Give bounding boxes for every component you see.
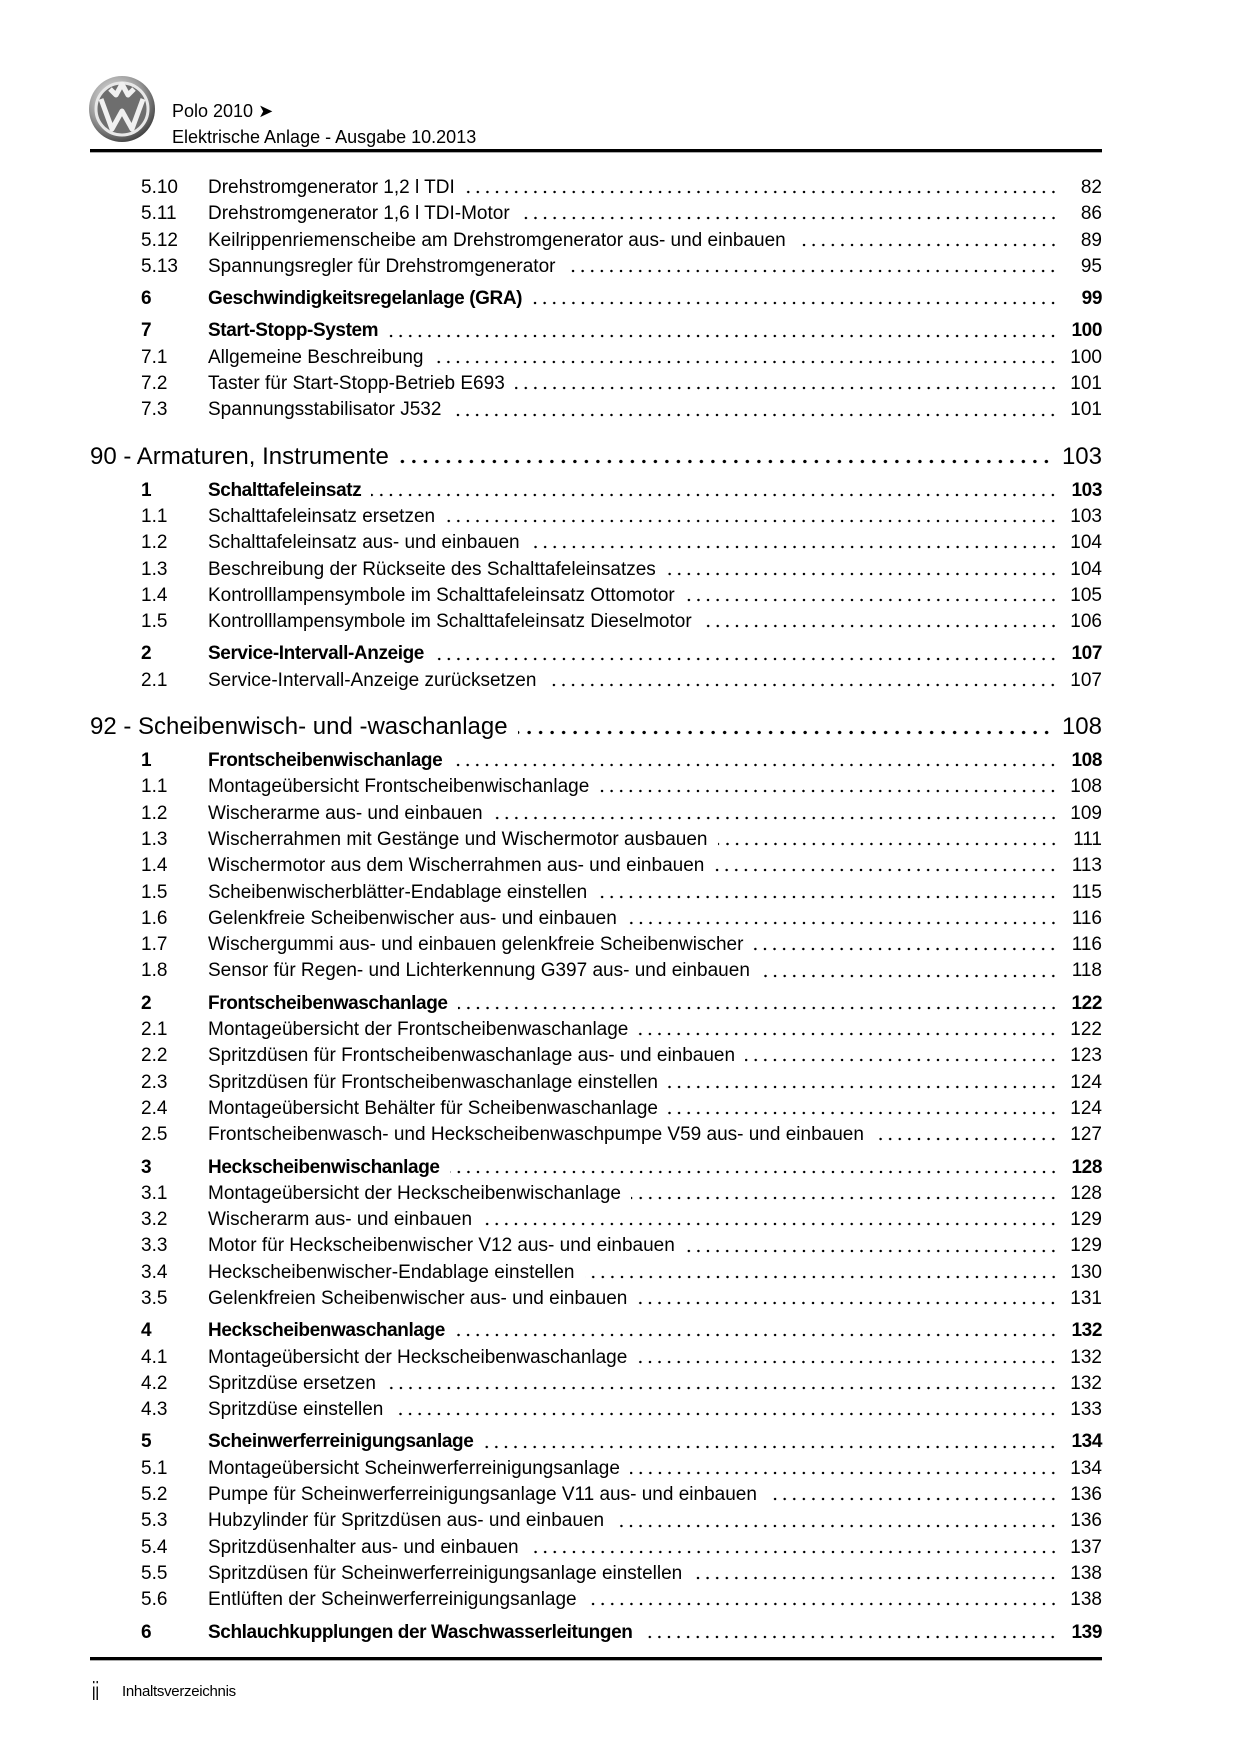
toc-entry-page: 100	[1071, 320, 1102, 342]
toc-entry-page: 111	[1073, 828, 1102, 850]
dot-leader	[642, 1635, 1058, 1639]
footer-label: Inhaltsverzeichnis	[122, 1683, 236, 1700]
footer-divider	[90, 1657, 1102, 1661]
toc-entry-page: 101	[1070, 399, 1102, 421]
toc-entry-number: 1.5	[141, 611, 168, 633]
toc-entry-number: 1.1	[141, 505, 168, 527]
toc-entry-title: Spannungsregler für Drehstromgenerator	[208, 255, 556, 277]
toc-entry-sub[interactable]	[90, 1508, 1102, 1534]
vw-logo-icon	[88, 75, 156, 143]
dot-leader	[399, 459, 1052, 464]
toc-entry-page: 131	[1070, 1287, 1102, 1309]
toc-entry-title: Frontscheibenwischanlage	[208, 750, 443, 772]
toc-entry-number: 5.13	[141, 255, 178, 277]
dot-leader	[638, 1032, 1058, 1036]
toc-entry-title: Motor für Heckscheibenwischer V12 aus- und einbauen	[208, 1235, 675, 1257]
toc-entry-section[interactable]	[90, 1155, 1102, 1181]
dot-leader	[718, 842, 1058, 846]
toc-entry-page: 123	[1070, 1045, 1102, 1067]
toc-entry-page: 136	[1070, 1510, 1102, 1532]
toc-entry-page: 89	[1080, 229, 1102, 251]
dot-leader	[745, 1058, 1058, 1062]
toc-entry-number: 5.2	[141, 1484, 168, 1506]
dot-leader	[637, 1301, 1058, 1305]
toc-entry-number: 7	[141, 320, 152, 342]
dot-leader	[874, 1137, 1058, 1141]
toc-entry-number: 5.4	[141, 1536, 168, 1558]
dot-leader	[465, 190, 1058, 194]
toc-entry-number: 1.4	[141, 584, 168, 606]
toc-entry-page: 116	[1071, 907, 1102, 929]
toc-entry-page: 107	[1070, 669, 1102, 691]
toc-entry-title: Spritzdüse einstellen	[208, 1399, 384, 1421]
toc-entry-number: 5.6	[141, 1589, 168, 1611]
toc-entry-number: 2.2	[141, 1045, 168, 1067]
toc-entry-sub[interactable]	[90, 958, 1102, 984]
toc-entry-page: 109	[1070, 802, 1102, 824]
toc-entry-sub[interactable]	[90, 1535, 1102, 1561]
toc-entry-sub[interactable]	[90, 530, 1102, 556]
toc-entry-section[interactable]	[90, 1429, 1102, 1455]
toc-entry-title: Frontscheibenwasch- und Heckscheibenwaschpumpe V59 aus- und einbauen	[208, 1124, 864, 1146]
toc-entry-number: 3.1	[141, 1182, 168, 1204]
toc-entry-title: Heckscheibenwaschanlage	[208, 1320, 445, 1342]
toc-entry-title: Keilrippenriemenscheibe am Drehstromgenerator aus- und einbauen	[208, 229, 786, 251]
dot-leader	[587, 1602, 1058, 1606]
toc-entry-sub[interactable]	[90, 175, 1102, 201]
dot-leader	[433, 360, 1058, 364]
toc-entry-title: Montageübersicht Frontscheibenwischanlage	[208, 776, 590, 798]
toc-entry-title: Kontrolllampensymbole im Schalttafeleinsatz Dieselmotor	[208, 611, 692, 633]
dot-leader	[518, 730, 1052, 735]
toc-entry-title: Scheibenwischerblätter-Endablage einstellen	[208, 881, 588, 903]
toc-entry-title: Spritzdüsen für Frontscheibenwaschanlage aus- und einbauen	[208, 1045, 736, 1067]
toc-entry-title: Beschreibung der Rückseite des Schalttafeleinsatzes	[208, 558, 656, 580]
toc-entry-number: 3.3	[141, 1235, 168, 1257]
dot-leader	[529, 1550, 1058, 1554]
dot-leader	[515, 386, 1058, 390]
toc-entry-sub[interactable]	[90, 254, 1102, 280]
toc-entry-page: 104	[1070, 558, 1102, 580]
toc-entry-number: 4.2	[141, 1372, 168, 1394]
toc-entry-title: Schalttafeleinsatz ersetzen	[208, 505, 436, 527]
toc-entry-number: 5.10	[141, 177, 178, 198]
toc-entry-page: 100	[1070, 346, 1102, 368]
toc-entry-title: Spritzdüsenhalter aus- und einbauen	[208, 1536, 519, 1558]
toc-entry-title: Geschwindigkeitsregelanlage (GRA)	[208, 288, 523, 310]
toc-entry-chapter[interactable]	[90, 712, 1102, 742]
toc-entry-page: 122	[1071, 992, 1102, 1014]
toc-entry-title: Spritzdüsen für Scheinwerferreinigungsanlage einstellen	[208, 1562, 683, 1584]
dot-leader	[393, 1412, 1058, 1416]
toc-entry-page: 128	[1071, 1156, 1102, 1178]
dot-leader	[692, 1576, 1058, 1580]
toc-entry-page: 132	[1070, 1372, 1102, 1394]
toc-entry-sub[interactable]	[90, 504, 1102, 530]
toc-entry-page: 107	[1071, 643, 1102, 665]
toc-entry-number: 5.1	[141, 1457, 168, 1479]
toc-entry-number: 3.5	[141, 1287, 168, 1309]
toc-entry-page: 124	[1070, 1097, 1102, 1119]
toc-entry-number: 1.3	[141, 828, 168, 850]
toc-entry-page: 108	[1071, 750, 1102, 772]
toc-entry-page: 132	[1071, 1320, 1102, 1342]
toc-entry-title: Montageübersicht der Heckscheibenwaschanlage	[208, 1346, 628, 1368]
dot-leader	[666, 572, 1058, 576]
toc-entry-title: Montageübersicht Scheinwerferreinigungsanlage	[208, 1457, 620, 1479]
toc-entry-title: Drehstromgenerator 1,6 l TDI-Motor	[208, 203, 510, 225]
toc-entry-number: 5.11	[141, 203, 177, 225]
toc-entry-number: 5.3	[141, 1510, 168, 1532]
toc-entry-title: 92 - Scheibenwisch- und -waschanlage	[90, 713, 508, 741]
toc-entry-title: Montageübersicht der Frontscheibenwaschanlage	[208, 1019, 629, 1041]
toc-entry-sub[interactable]	[90, 1482, 1102, 1508]
toc-entry-title: Gelenkfreie Scheibenwischer aus- und einbauen	[208, 907, 617, 929]
toc-entry-title: Gelenkfreien Scheibenwischer aus- und einbauen	[208, 1287, 628, 1309]
toc-entry-title: Schalttafeleinsatz	[208, 479, 362, 501]
toc-entry-section[interactable]	[90, 1620, 1102, 1646]
dot-leader	[753, 947, 1058, 951]
toc-entry-sub[interactable]	[90, 1122, 1102, 1148]
toc-entry-title: Wischergummi aus- und einbauen gelenkfreie Scheibenwischer	[208, 934, 744, 956]
dot-leader	[532, 301, 1058, 305]
toc-entry-section[interactable]	[90, 1318, 1102, 1344]
toc-entry-title: Hubzylinder für Spritzdüsen aus- und einbauen	[208, 1510, 605, 1532]
toc-entry-sub[interactable]	[90, 853, 1102, 879]
toc-entry-page: 138	[1070, 1589, 1102, 1611]
toc-entry-page: 133	[1070, 1399, 1102, 1421]
toc-entry-page: 138	[1070, 1562, 1102, 1584]
toc-entry-sub[interactable]	[90, 774, 1102, 800]
dot-leader	[530, 545, 1058, 549]
toc-entry-sub[interactable]	[90, 1233, 1102, 1259]
dot-leader	[702, 624, 1058, 628]
toc-entry-page: 129	[1070, 1209, 1102, 1231]
toc-entry-number: 1.5	[141, 881, 168, 903]
toc-entry-page: 95	[1080, 255, 1102, 277]
toc-entry-sub[interactable]	[90, 668, 1102, 694]
toc-entry-section[interactable]	[90, 286, 1102, 312]
toc-entry-sub[interactable]	[90, 1207, 1102, 1233]
toc-entry-sub[interactable]	[90, 1096, 1102, 1122]
toc-entry-page: 116	[1071, 934, 1102, 956]
toc-entry-page: 115	[1071, 881, 1102, 903]
toc-entry-sub[interactable]	[90, 1017, 1102, 1043]
dot-leader	[371, 493, 1058, 497]
dot-leader	[627, 921, 1058, 925]
toc-entry-sub[interactable]	[90, 1456, 1102, 1482]
toc-entry-page: 132	[1070, 1346, 1102, 1368]
toc-entry-sub[interactable]	[90, 583, 1102, 609]
dot-leader	[767, 1497, 1058, 1501]
toc-entry-number: 5.12	[141, 229, 178, 251]
dot-leader	[714, 868, 1058, 872]
toc-entry-page: 103	[1061, 442, 1102, 470]
toc-entry-title: Wischerarme aus- und einbauen	[208, 802, 483, 824]
toc-entry-title: Spritzdüsen für Frontscheibenwaschanlage einstellen	[208, 1071, 658, 1093]
toc-entry-number: 3.4	[141, 1261, 168, 1283]
toc-entry-page: 108	[1070, 776, 1102, 798]
toc-entry-sub[interactable]	[90, 1587, 1102, 1613]
toc-entry-sub[interactable]	[90, 371, 1102, 397]
toc-entry-page: 106	[1070, 611, 1102, 633]
dot-leader	[451, 413, 1058, 417]
toc-entry-sub[interactable]	[90, 1561, 1102, 1587]
toc-entry-title: Allgemeine Beschreibung	[208, 346, 424, 368]
toc-entry-number: 3	[141, 1156, 152, 1178]
toc-entry-page: 108	[1061, 713, 1102, 741]
toc-entry-number: 5.5	[141, 1562, 168, 1584]
dot-leader	[483, 1445, 1058, 1449]
toc-entry-number: 2.5	[141, 1124, 168, 1146]
toc-entry-number: 7.1	[141, 346, 168, 368]
dot-leader	[630, 1471, 1058, 1475]
toc-entry-sub[interactable]	[90, 609, 1102, 635]
header-model: Polo 2010 ➤	[172, 101, 274, 121]
toc-entry-sub[interactable]	[90, 1043, 1102, 1069]
toc-entry-page: 139	[1071, 1621, 1102, 1643]
toc-entry-title: Montageübersicht Behälter für Scheibenwaschanlage	[208, 1097, 658, 1119]
toc-entry-chapter[interactable]	[90, 442, 1102, 472]
dot-leader	[597, 895, 1058, 899]
toc-entry-title: Spritzdüse ersetzen	[208, 1372, 376, 1394]
toc-entry-number: 1.8	[141, 960, 168, 982]
toc-entry-number: 2.3	[141, 1071, 168, 1093]
toc-entry-number: 1.1	[141, 776, 168, 798]
toc-entry-number: 2.1	[141, 669, 168, 691]
dot-leader	[599, 789, 1058, 793]
toc-entry-number: 1.2	[141, 532, 168, 554]
toc-entry-sub[interactable]	[90, 1371, 1102, 1397]
toc-entry-title: Entlüften der Scheinwerferreinigungsanlage	[208, 1589, 577, 1611]
toc-entry-page: 82	[1080, 177, 1102, 198]
toc-entry-sub[interactable]	[90, 1397, 1102, 1423]
toc-entry-section[interactable]	[90, 318, 1102, 344]
toc-entry-number: 4.1	[141, 1346, 168, 1368]
toc-entry-title: Taster für Start-Stopp-Betrieb E693	[208, 373, 505, 395]
toc-entry-number: 7.3	[141, 399, 168, 421]
toc-entry-title: Pumpe für Scheinwerferreinigungsanlage V11 aus- und einbauen	[208, 1484, 757, 1506]
toc-entry-sub[interactable]	[90, 827, 1102, 853]
toc-entry-page: 122	[1070, 1019, 1102, 1041]
toc-entry-page: 134	[1070, 1457, 1102, 1479]
toc-entry-page: 99	[1081, 288, 1102, 310]
dot-leader	[685, 1249, 1058, 1253]
toc-entry-page: 113	[1071, 855, 1102, 877]
toc-entry-page: 86	[1080, 203, 1102, 225]
toc-entry-page: 118	[1071, 960, 1102, 982]
toc-entry-title: Wischerrahmen mit Gestänge und Wischermotor ausbauen	[208, 828, 708, 850]
dot-leader	[482, 1222, 1058, 1226]
toc-entry-sub[interactable]	[90, 1345, 1102, 1371]
toc-entry-sub[interactable]	[90, 228, 1102, 254]
toc-entry-title: Kontrolllampensymbole im Schalttafeleinsatz Ottomotor	[208, 584, 675, 606]
toc-entry-page: 103	[1070, 505, 1102, 527]
toc-entry-title: Service-Intervall-Anzeige zurücksetzen	[208, 669, 537, 691]
toc-entry-title: Spannungsstabilisator J532	[208, 399, 442, 421]
toc-entry-number: 5	[141, 1431, 152, 1453]
toc-entry-title: Heckscheibenwischer-Endablage einstellen	[208, 1261, 575, 1283]
toc-entry-page: 105	[1070, 584, 1102, 606]
dot-leader	[450, 1170, 1058, 1174]
toc-entry-number: 1	[141, 750, 152, 772]
toc-entry-number: 4.3	[141, 1399, 168, 1421]
page-number: ii	[92, 1676, 99, 1706]
toc-entry-page: 101	[1070, 373, 1102, 395]
toc-entry-title: Start-Stopp-System	[208, 320, 379, 342]
toc-entry-sub[interactable]	[90, 1260, 1102, 1286]
toc-entry-section[interactable]	[90, 991, 1102, 1017]
dot-leader	[685, 598, 1058, 602]
toc-entry-sub[interactable]	[90, 201, 1102, 227]
dot-leader	[614, 1524, 1058, 1528]
toc-entry-page: 130	[1070, 1261, 1102, 1283]
toc-entry-sub[interactable]	[90, 932, 1102, 958]
dot-leader	[388, 334, 1058, 338]
toc-entry-number: 2.4	[141, 1097, 168, 1119]
toc-entry-sub[interactable]	[90, 1181, 1102, 1207]
toc-entry-page: 124	[1070, 1071, 1102, 1093]
toc-entry-sub[interactable]	[90, 1286, 1102, 1312]
toc-entry-number: 2	[141, 992, 152, 1014]
toc-entry-sub[interactable]	[90, 1070, 1102, 1096]
dot-leader	[455, 1333, 1058, 1337]
toc-entry-title: Scheinwerferreinigungsanlage	[208, 1431, 474, 1453]
dot-leader	[458, 1006, 1058, 1010]
dot-leader	[760, 974, 1058, 978]
toc-entry-number: 6	[141, 1621, 152, 1643]
dot-leader	[445, 519, 1058, 523]
toc-entry-sub[interactable]	[90, 801, 1102, 827]
table-of-contents	[90, 175, 1102, 1646]
dot-leader	[585, 1275, 1059, 1279]
toc-entry-page: 134	[1071, 1431, 1102, 1453]
toc-entry-page: 137	[1070, 1536, 1102, 1558]
toc-entry-title: Heckscheibenwischanlage	[208, 1156, 440, 1178]
dot-leader	[637, 1360, 1058, 1364]
toc-entry-number: 2	[141, 643, 152, 665]
header-subtitle: Elektrische Anlage - Ausgabe 10.2013	[172, 127, 477, 147]
toc-entry-title: 90 - Armaturen, Instrumente	[90, 442, 389, 470]
toc-entry-title: Schalttafeleinsatz aus- und einbauen	[208, 532, 520, 554]
toc-entry-number: 3.2	[141, 1209, 168, 1231]
toc-entry-section[interactable]	[90, 641, 1102, 667]
toc-entry-number: 6	[141, 288, 152, 310]
toc-entry-number: 1.6	[141, 907, 168, 929]
toc-entry-sub[interactable]	[90, 880, 1102, 906]
toc-entry-section[interactable]	[90, 748, 1102, 774]
dot-leader	[796, 243, 1058, 247]
toc-entry-section[interactable]	[90, 478, 1102, 504]
header-divider	[90, 149, 1102, 153]
dot-leader	[668, 1111, 1058, 1115]
dot-leader	[631, 1196, 1058, 1200]
toc-entry-page: 103	[1071, 479, 1102, 501]
toc-entry-title: Wischermotor aus dem Wischerrahmen aus- und einbauen	[208, 855, 705, 877]
toc-entry-number: 1.3	[141, 558, 168, 580]
toc-entry-title: Montageübersicht der Heckscheibenwischanlage	[208, 1182, 621, 1204]
toc-entry-title: Schlauchkupplungen der Waschwasserleitungen	[208, 1621, 633, 1643]
toc-entry-sub[interactable]	[90, 557, 1102, 583]
dot-leader	[668, 1085, 1058, 1089]
toc-entry-number: 1.2	[141, 802, 168, 824]
toc-entry-title: Drehstromgenerator 1,2 l TDI	[208, 177, 455, 198]
dot-leader	[493, 816, 1058, 820]
toc-entry-title: Sensor für Regen- und Lichterkennung G397 aus- und einbauen	[208, 960, 750, 982]
dot-leader	[546, 683, 1058, 687]
toc-entry-page: 104	[1070, 532, 1102, 554]
toc-entry-number: 1.4	[141, 855, 168, 877]
dot-leader	[452, 763, 1058, 767]
toc-entry-sub[interactable]	[90, 345, 1102, 371]
toc-entry-title: Wischerarm aus- und einbauen	[208, 1209, 473, 1231]
toc-entry-sub[interactable]	[90, 397, 1102, 423]
dot-leader	[434, 657, 1058, 661]
toc-entry-number: 4	[141, 1320, 152, 1342]
dot-leader	[520, 216, 1058, 220]
toc-entry-title: Service-Intervall-Anzeige	[208, 643, 424, 665]
toc-entry-sub[interactable]	[90, 906, 1102, 932]
toc-entry-number: 1.7	[141, 934, 168, 956]
toc-entry-page: 128	[1070, 1182, 1102, 1204]
toc-entry-page: 129	[1070, 1235, 1102, 1257]
toc-entry-number: 2.1	[141, 1019, 168, 1041]
toc-entry-page: 136	[1070, 1484, 1102, 1506]
toc-entry-number: 7.2	[141, 373, 168, 395]
toc-entry-page: 127	[1070, 1124, 1102, 1146]
toc-entry-number: 1	[141, 479, 152, 501]
dot-leader	[386, 1386, 1058, 1390]
toc-entry-title: Frontscheibenwaschanlage	[208, 992, 448, 1014]
dot-leader	[565, 269, 1058, 273]
